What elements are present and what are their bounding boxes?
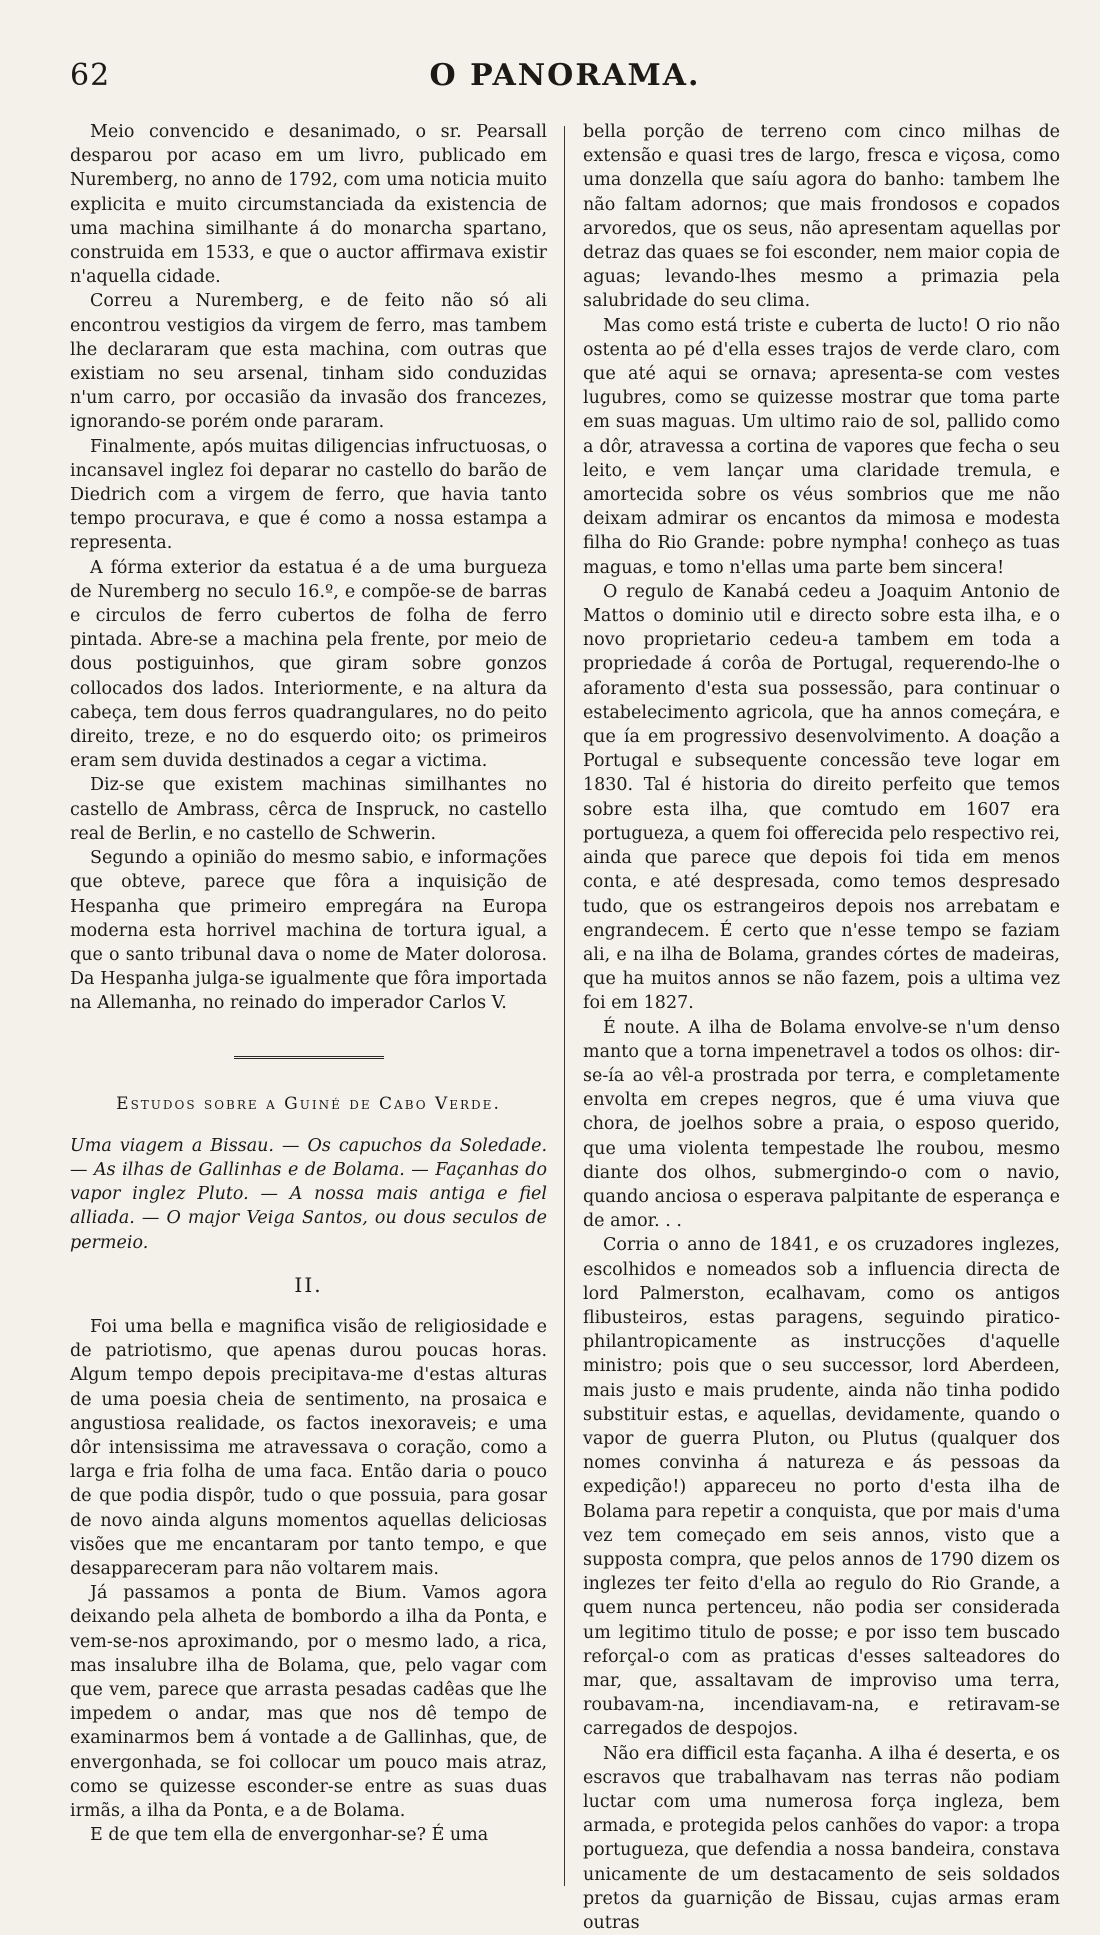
section-title: Estudos sobre a Guiné de Cabo Verde.	[116, 1093, 501, 1114]
paragraph: Mas como está triste e cuberta de lucto! O rio não ostenta ao pé d'ella esses trajos de verde claro, com que até aqui se ornava; apresenta-se com vestes lugubres, como se quizesse mostrar que toma parte em suas maguas. Um ultimo raio de sol, pallido como a dôr, atravessa a cortina de vapores que fecha o seu leito, e vem lançar uma claridade tremula, e amortecida sobre os véus sombrios que me não deixam admirar os encantos da mimosa e modesta filha do Rio Grande: pobre nympha! conheço as tuas maguas, e tomo n'ellas uma parte bem sincera!	[582, 315, 1060, 578]
paragraph: bella porção de terreno com cinco milhas de extensão e quasi tres de largo, fresca e viçosa, como uma donzella que saíu agora do banho: tambem lhe não faltam adornos; que mais frondosos e copados arvoredos, que os seus, não apresentam aquellas por detraz das quaes se foi esconder, nem maior copia de aguas; levando-lhes mesmo a primazia pela salubridade do seu clima.	[582, 122, 1060, 312]
paragraph: O regulo de Kanabá cedeu a Joaquim Antonio de Mattos o dominio util e directo sobre esta ilha, e o novo proprietario cedeu-a tambem em toda a propriedade á corôa de Portugal, requerendo-lhe o aforamento d'esta sua possessão, para continuar o estabelecimento agricola, que ha annos começára, e que ía em progressivo desenvolvimento. A doação a Portugal e subsequente concessão teve logar em 1830. Tal é historia do direito perfeito que temos sobre esta ilha, que comtudo em 1607 era portugueza, a quem foi offerecida pelo respectivo rei, ainda que parece que depois foi tida em menos conta, e até despresada, como temos despresado tudo, que os estrangeiros depois nos arrebatam e engrandecem. É certo que n'esse tempo se faziam ali, e na ilha de Bolama, grandes córtes de madeiras, que ha muitos annos se não fazem, pois a ultima vez foi em 1827.	[582, 581, 1060, 1014]
section-summary: Uma viagem a Bissau. — Os capuchos da Soledade. — As ilhas de Gallinhas e de Bolama. — Façanhas do vapor inglez Pluto. — A nossa mais antiga e fiel alliada. — O major Veiga Santos, ou dous seculos de permeio.	[70, 1135, 548, 1253]
right-column	[583, 120, 1060, 1935]
paragraph: Já passamos a ponta de Bium. Vamos agora deixando pela alheta de bombordo a ilha da Ponta, e vem-se-nos aproximando, por o mesmo lado, a rica, mas insalubre ilha de Bolama, que, pelo vagar com que vem, parece que arrasta pesadas cadêas que lhe impedem o andar, mas que nos dê tempo de examinarmos bem á vontade a de Gallinhas, que, de envergonhada, se foi collocar um pouco mais atraz, como se quizesse esconder-se entre as suas duas irmãs, a ilha da Ponta, e a de Bolama.	[70, 1583, 548, 1821]
column-divider	[564, 126, 565, 1886]
text-columns	[70, 120, 1060, 1935]
paragraph: E de que tem ella de envergonhar-se? É uma	[90, 1825, 489, 1846]
publication-title: O PANORAMA.	[429, 58, 701, 93]
paragraph: Foi uma bella e magnifica visão de religiosidade e de patriotismo, que apenas durou poucas horas. Algum tempo depois precipitava-me d'estas alturas de uma poesia cheia de sentimento, na prosaica e angustiosa realidade, os factos inexoraveis; e uma dôr intensissima me atravessava o coração, como a larga e fria folha de uma faca. Então daria o pouco de que podia dispôr, tudo o que possuia, para gosar de novo ainda alguns momentos aquellas deliciosas visões que me encantaram por tanto tempo, e que desappareceram para não voltarem mais.	[70, 1316, 548, 1579]
left-column	[70, 120, 547, 1935]
paragraph: Meio convencido e desanimado, o sr. Pearsall desparou por acaso em um livro, publicado em Nuremberg, no anno de 1792, com uma noticia muito explicita e muito circumstanciada da existencia de uma machina similhante á do monarcha spartano, construida em 1533, e que o auctor affirmava existir n'aquella cidade.	[70, 122, 548, 288]
page-number: 62	[70, 58, 111, 93]
paragraph: Corria o anno de 1841, e os cruzadores inglezes, escolhidos e nomeados sob a influencia directa de lord Palmerston, ecalhavam, como os antigos flibusteiros, estas paragens, seguindo piratico-philantropicamente as instrucções d'aquelle ministro; pois que o seu successor, lord Aberdeen, mais justo e mais prudente, ainda não tinha podido substituir estas, e aquellas, devidamente, quando o vapor de guerra Pluton, ou Plutus (qualquer dos nomes convinha á natureza e ás pessoas da expedição!) appareceu no porto d'esta ilha de Bolama para repetir a conquista, que por mais d'uma vez tem começado em seis annos, visto que a supposta compra, que pelos annos de 1790 dizem os inglezes ter feito d'ella ao regulo do Rio Grande, a quem nunca pertenceu, não podia ser considerada um legitimo titulo de posse; e por isso tem buscado reforçal-o com as praticas d'esses salteadores do mar, que, assaltavam de improviso uma terra, roubavam-na, incendiavam-na, e retiravam-se carregados de despojos.	[582, 1235, 1060, 1740]
chapter-number: II.	[294, 1272, 323, 1297]
paragraph: Não era difficil esta façanha. A ilha é deserta, e os escravos que trabalhavam nas terras não podiam luctar com uma numerosa força ingleza, bem armada, e protegida pelos canhões do vapor: a tropa portugueza, que defendia a nossa bandeira, constava unicamente de um destacamento de seis soldados pretos da guarnição de Bissau, cujas armas eram outras	[582, 1743, 1060, 1934]
paragraph: A fórma exterior da estatua é a de uma burgueza de Nuremberg no seculo 16.º, e compõe-se de barras e circulos de ferro cubertos de folha de ferro pintada. Abre-se a machina pela frente, por meio de dous postiguinhos, que giram sobre gonzos collocados dos lados. Interiormente, e na altura da cabeça, tem dous ferros quadrangulares, no do peito direito, treze, e no do esquerdo oito; os primeiros eram sem duvida destinados a cegar a victima.	[70, 557, 548, 772]
paragraph: Finalmente, após muitas diligencias infructuosas, o incansavel inglez foi deparar no castello do barão de Diedrich com a virgem de ferro, que havia tanto tempo procurava, e que é como a nossa estampa a representa.	[70, 436, 548, 554]
paragraph: Correu a Nuremberg, e de feito não só ali encontrou vestigios da virgem de ferro, mas tambem lhe declararam que esta machina, com outras que existiam no seu arsenal, tinham sido conduzidas n'um carro, por occasião da invasão dos francezes, ignorando-se porém onde pararam.	[70, 291, 548, 433]
page-header	[70, 52, 1060, 102]
section-separator	[234, 1056, 384, 1062]
paragraph: É noute. A ilha de Bolama envolve-se n'um denso manto que a torna impenetravel a todos os olhos: dir-se-ía ao vêl-a prostrada por terra, e completamente envolta em crepes negros, que é uma viuva que chora, de joelhos sobre a praia, o esposo querido, que uma violenta tempestade lhe roubou, mesmo diante dos olhos, submergindo-o com o navio, quando anciosa o esperava palpitante de esperança e de amor. . .	[582, 1017, 1060, 1232]
paragraph: Segundo a opinião do mesmo sabio, e informações que obteve, parece que fôra a inquisição de Hespanha que primeiro empregára na Europa moderna esta horrivel machina de tortura igual, a que o santo tribunal dava o nome de Mater dolorosa. Da Hespanha julga-se igualmente que fôra importada na Allemanha, no reinado do imperador Carlos V.	[70, 848, 548, 1014]
paragraph: Diz-se que existem machinas similhantes no castello de Ambrass, cêrca de Inspruck, no castello real de Berlin, e no castello de Schwerin.	[70, 775, 548, 844]
